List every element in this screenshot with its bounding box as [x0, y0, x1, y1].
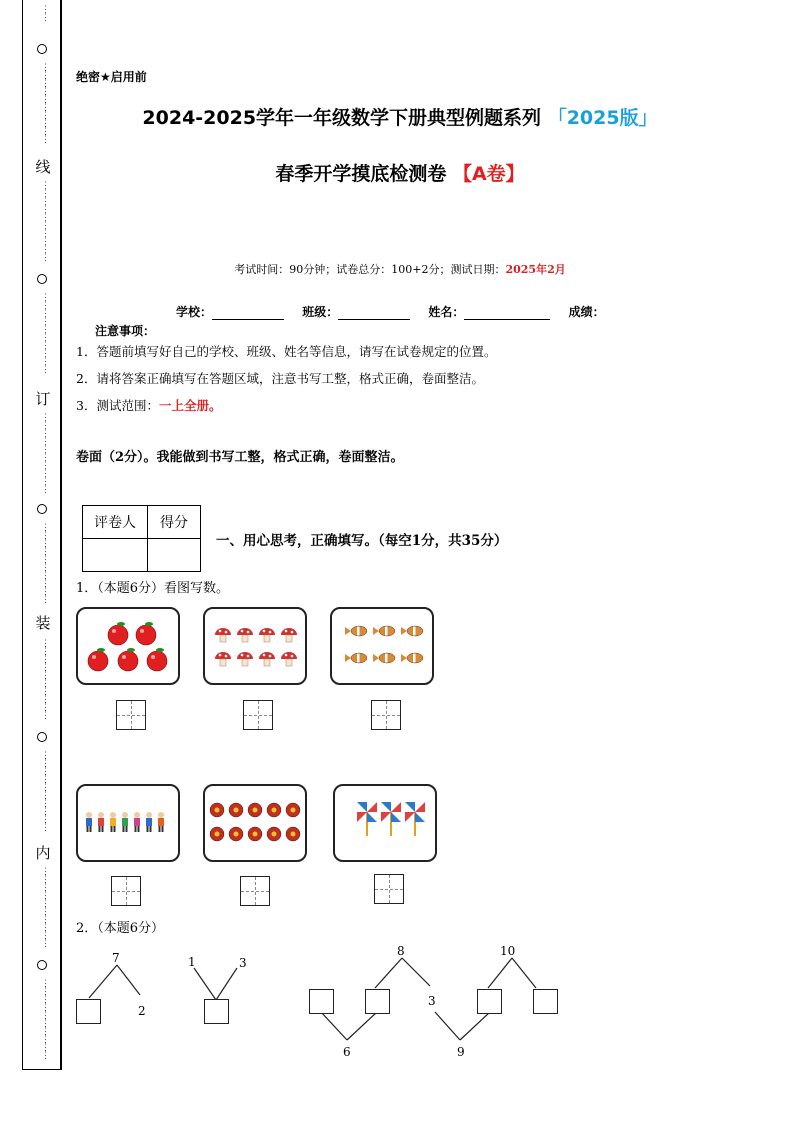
dotted-line: ⋮ ⋮ ⋮ ⋮ ⋮ ⋮ ⋮ ⋮ ⋮ ⋮ [41, 979, 50, 1061]
dotted-line: ⋮ ⋮ ⋮ ⋮ ⋮ ⋮ ⋮ ⋮ ⋮ ⋮ [41, 293, 50, 375]
tree1-right-number: 2 [138, 1004, 146, 1018]
answer-box-flowers[interactable] [240, 876, 270, 906]
tree3-top-number: 8 [397, 944, 405, 958]
exam-title-main: 2024-2025学年一年级数学下册典型例题系列 [142, 107, 542, 129]
binding-hole [37, 960, 47, 970]
notice-item-3-prefix: 3．测试范围： [76, 398, 159, 413]
grader-cell[interactable] [83, 539, 148, 572]
tree1-answer-box[interactable] [76, 999, 101, 1024]
tree2-right-number: 3 [239, 956, 247, 970]
school-field[interactable] [212, 319, 284, 320]
pinwheel-icon [335, 786, 435, 860]
mushroom-icon [205, 609, 305, 683]
tree4-top-number: 10 [500, 944, 516, 958]
tree3-bottom-left-number: 6 [343, 1045, 351, 1059]
picture-mushrooms [203, 607, 307, 685]
notice-item-3 [76, 396, 221, 414]
question-1-label: 1．（本题6分）看图写数。 [76, 581, 230, 596]
name-label: 姓名： [428, 305, 465, 319]
tree3-middle-number: 3 [428, 994, 436, 1008]
answer-box-clownfish[interactable] [371, 700, 401, 730]
dotted-line: ⋮ ⋮ ⋮ ⋮ ⋮ ⋮ ⋮ ⋮ ⋮ ⋮ [41, 751, 50, 833]
exam-title-badge: 「2025版」 [547, 107, 658, 129]
dotted-line: ⋮ ⋮ [41, 5, 50, 23]
margin-border-bottom [22, 1069, 61, 1070]
dotted-line: ⋮ ⋮ ⋮ ⋮ ⋮ ⋮ ⋮ ⋮ ⋮ ⋮ [41, 639, 50, 721]
picture-flowers [203, 784, 307, 862]
exam-title [100, 103, 700, 130]
answer-box-apples[interactable] [116, 700, 146, 730]
tree1-top-number: 7 [112, 951, 120, 965]
tree3-box-2[interactable] [365, 989, 390, 1014]
section-1-title: 一、用心思考，正确填写。（每空1分，共35分） [216, 533, 508, 549]
secret-label: 绝密★启用前 [76, 70, 147, 84]
exam-info [100, 261, 700, 277]
flower-icon [205, 786, 305, 860]
handwriting-note: 卷面（2分）。我能做到书写工整，格式正确，卷面整洁。 [76, 450, 404, 465]
exam-subtitle [100, 159, 700, 186]
binding-hole [37, 732, 47, 742]
picture-clownfish [330, 607, 434, 685]
dotted-line: ⋮ ⋮ ⋮ ⋮ ⋮ ⋮ ⋮ ⋮ ⋮ ⋮ [41, 181, 50, 263]
tree3-bottom-right-number: 9 [457, 1045, 465, 1059]
score-table [82, 505, 201, 572]
dotted-line: ⋮ ⋮ ⋮ ⋮ ⋮ ⋮ ⋮ ⋮ ⋮ ⋮ [41, 63, 50, 145]
binding-hole [37, 274, 47, 284]
tree3-box-3[interactable] [477, 989, 502, 1014]
tree3-box-4[interactable] [533, 989, 558, 1014]
apple-icon [78, 609, 178, 683]
exam-subtitle-badge: 【A卷】 [452, 163, 525, 185]
grade-label: 成绩： [568, 305, 605, 319]
tree2-answer-box[interactable] [204, 999, 229, 1024]
tree2-left-number: 1 [188, 955, 196, 969]
margin-mark-line: 线 [35, 158, 51, 176]
picture-pinwheels [333, 784, 437, 862]
picture-apples [76, 607, 180, 685]
score-cell[interactable] [148, 539, 201, 572]
binding-hole [37, 504, 47, 514]
notice-item-3-scope: 一上全册。 [158, 398, 222, 413]
class-label: 班级： [302, 305, 339, 319]
answer-box-children[interactable] [111, 876, 141, 906]
picture-children [76, 784, 180, 862]
margin-mark-order: 订 [35, 390, 51, 408]
tree3-box-1[interactable] [309, 989, 334, 1014]
name-field[interactable] [464, 319, 550, 320]
exam-subtitle-main: 春季开学摸底检测卷 [275, 163, 447, 185]
margin-border-left [22, 0, 23, 1070]
dotted-line: ⋮ ⋮ ⋮ ⋮ ⋮ ⋮ ⋮ ⋮ ⋮ ⋮ [41, 413, 50, 495]
answer-box-pinwheels[interactable] [374, 874, 404, 904]
exam-date: 2025年2月 [505, 263, 566, 276]
class-field[interactable] [338, 319, 410, 320]
margin-border-right [60, 0, 62, 1070]
binding-margin [22, 0, 60, 1070]
answer-box-mushrooms[interactable] [243, 700, 273, 730]
exam-info-text: 考试时间：90分钟；试卷总分：100+2分；测试日期： [234, 263, 506, 276]
margin-mark-bind: 装 [35, 614, 51, 632]
dotted-line: ⋮ ⋮ ⋮ ⋮ ⋮ ⋮ ⋮ ⋮ ⋮ ⋮ [41, 867, 50, 949]
notice-item-2: 2．请将答案正确填写在答题区域，注意书写工整，格式正确，卷面整洁。 [76, 371, 484, 386]
school-label: 学校： [176, 305, 213, 319]
clownfish-icon [332, 609, 432, 683]
notice-item-1: 1．答题前填写好自己的学校、班级、姓名等信息，请写在试卷规定的位置。 [76, 344, 497, 359]
dotted-line: ⋮ ⋮ ⋮ ⋮ ⋮ ⋮ ⋮ ⋮ ⋮ ⋮ [41, 523, 50, 605]
margin-mark-inner: 内 [35, 844, 51, 862]
score-header: 得分 [148, 506, 201, 539]
notice-heading: 注意事项： [95, 324, 156, 338]
child-icon [78, 786, 178, 860]
grader-header: 评卷人 [83, 506, 148, 539]
binding-hole [37, 44, 47, 54]
student-fields [176, 303, 605, 320]
question-2-label: 2．（本题6分） [76, 921, 165, 936]
